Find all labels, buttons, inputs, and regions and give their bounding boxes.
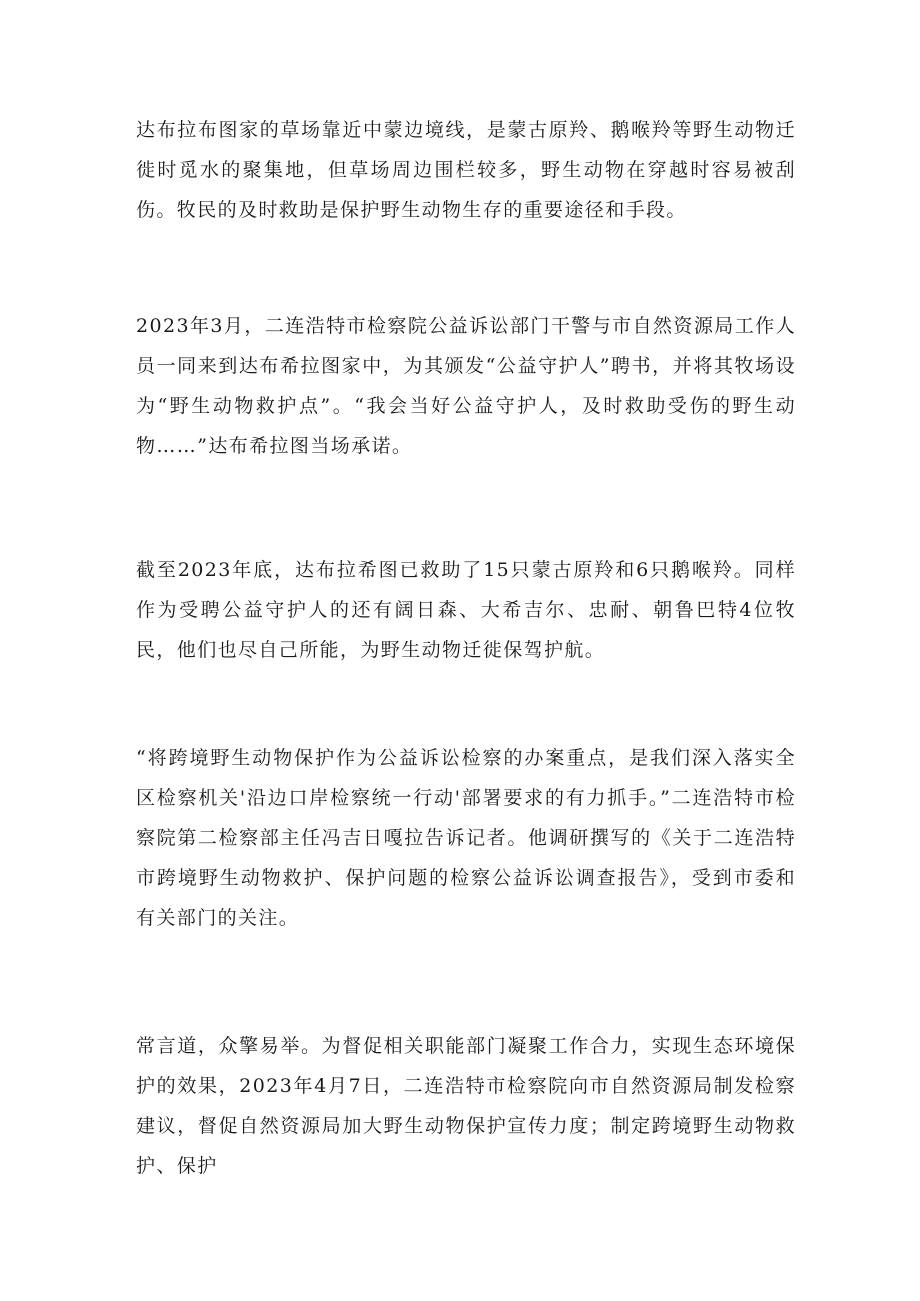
paragraph-3: 截至2023年底，达布拉希图已救助了15只蒙古原羚和6只鹅喉羚。同样作为受聘公益守护人的还有阔日森、大希吉尔、忠耐、朝鲁巴特4位牧民，他们也尽自己所能，为野生动物迁徙保驾护航。 [136, 559, 796, 661]
paragraph-5: 常言道，众擎易举。为督促相关职能部门凝聚工作合力，实现生态环境保护的效果，2023年4月7日，二连浩特市检察院向市自然资源局制发检察建议，督促自然资源局加大野生动物保护宣传力度；制定跨境野生动物救护、保护 [136, 1035, 796, 1177]
paragraph-2: 2023年3月，二连浩特市检察院公益诉讼部门干警与市自然资源局工作人员一同来到达布希拉图家中，为其颁发“公益守护人”聘书，并将其牧场设为“野生动物救护点”。“我会当好公益守护人，及时救助受伤的野生动物……”达布希拉图当场承诺。 [136, 315, 796, 457]
paragraph-1: 达布拉布图家的草场靠近中蒙边境线，是蒙古原羚、鹅喉羚等野生动物迁徙时觅水的聚集地，但草场周边围栏较多，野生动物在穿越时容易被刮伤。牧民的及时救助是保护野生动物生存的重要途径和手段。 [136, 119, 796, 221]
paragraph-4: “将跨境野生动物保护作为公益诉讼检察的办案重点，是我们深入落实全区检察机关'沿边口岸检察统一行动'部署要求的有力抓手。”二连浩特市检察院第二检察部主任冯吉日嘎拉告诉记者。他调研撰写的《关于二连浩特市跨境野生动物救护、保护问题的检察公益诉讼调查报告》，受到市委和有关部门的关注。 [136, 747, 796, 929]
